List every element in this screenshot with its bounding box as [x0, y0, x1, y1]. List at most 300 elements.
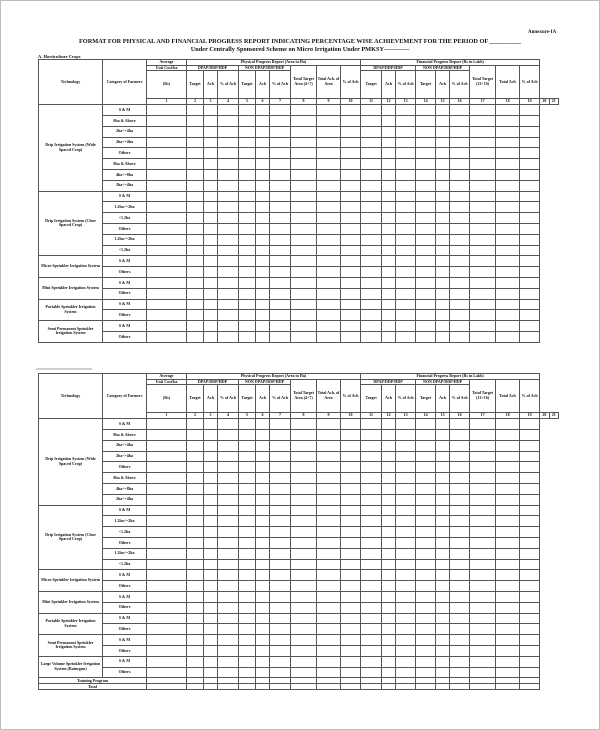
value-cell[interactable] [496, 321, 520, 332]
value-cell[interactable] [520, 684, 540, 690]
value-cell[interactable] [218, 451, 239, 462]
value-cell[interactable] [270, 429, 291, 440]
value-cell[interactable] [470, 245, 496, 256]
value-cell[interactable] [496, 581, 520, 592]
value-cell[interactable] [341, 115, 361, 126]
value-cell[interactable] [382, 105, 396, 116]
value-cell[interactable] [416, 613, 436, 624]
value-cell[interactable] [341, 451, 361, 462]
value-cell[interactable] [291, 516, 317, 527]
value-cell[interactable] [496, 548, 520, 559]
value-cell[interactable] [147, 684, 187, 690]
value-cell[interactable] [204, 570, 218, 581]
value-cell[interactable] [291, 213, 317, 224]
value-cell[interactable] [187, 202, 204, 213]
value-cell[interactable] [396, 202, 416, 213]
value-cell[interactable] [341, 256, 361, 267]
value-cell[interactable] [496, 126, 520, 137]
value-cell[interactable] [396, 667, 416, 678]
value-cell[interactable] [496, 267, 520, 278]
value-cell[interactable] [239, 202, 256, 213]
value-cell[interactable] [317, 473, 341, 484]
value-cell[interactable] [291, 581, 317, 592]
value-cell[interactable] [520, 613, 540, 624]
value-cell[interactable] [270, 245, 291, 256]
value-cell[interactable] [361, 591, 382, 602]
value-cell[interactable] [204, 581, 218, 592]
value-cell[interactable] [382, 277, 396, 288]
value-cell[interactable] [218, 440, 239, 451]
value-cell[interactable] [270, 331, 291, 342]
value-cell[interactable] [256, 451, 270, 462]
value-cell[interactable] [341, 581, 361, 592]
value-cell[interactable] [416, 440, 436, 451]
value-cell[interactable] [396, 180, 416, 191]
value-cell[interactable] [291, 169, 317, 180]
value-cell[interactable] [361, 494, 382, 505]
value-cell[interactable] [470, 105, 496, 116]
value-cell[interactable] [496, 451, 520, 462]
value-cell[interactable] [270, 656, 291, 667]
value-cell[interactable] [218, 483, 239, 494]
value-cell[interactable] [218, 591, 239, 602]
value-cell[interactable] [382, 516, 396, 527]
value-cell[interactable] [496, 277, 520, 288]
value-cell[interactable] [270, 684, 291, 690]
value-cell[interactable] [204, 202, 218, 213]
value-cell[interactable] [147, 310, 187, 321]
value-cell[interactable] [256, 537, 270, 548]
value-cell[interactable] [396, 126, 416, 137]
value-cell[interactable] [416, 180, 436, 191]
value-cell[interactable] [520, 635, 540, 646]
value-cell[interactable] [470, 473, 496, 484]
value-cell[interactable] [147, 213, 187, 224]
value-cell[interactable] [317, 462, 341, 473]
value-cell[interactable] [436, 105, 450, 116]
value-cell[interactable] [218, 202, 239, 213]
value-cell[interactable] [396, 267, 416, 278]
value-cell[interactable] [382, 310, 396, 321]
value-cell[interactable] [470, 234, 496, 245]
value-cell[interactable] [496, 429, 520, 440]
value-cell[interactable] [256, 159, 270, 170]
value-cell[interactable] [361, 159, 382, 170]
value-cell[interactable] [496, 635, 520, 646]
value-cell[interactable] [496, 602, 520, 613]
value-cell[interactable] [470, 483, 496, 494]
value-cell[interactable] [317, 570, 341, 581]
value-cell[interactable] [361, 570, 382, 581]
value-cell[interactable] [416, 494, 436, 505]
value-cell[interactable] [450, 137, 470, 148]
value-cell[interactable] [382, 267, 396, 278]
value-cell[interactable] [520, 624, 540, 635]
value-cell[interactable] [470, 548, 496, 559]
value-cell[interactable] [270, 473, 291, 484]
value-cell[interactable] [470, 570, 496, 581]
value-cell[interactable] [256, 624, 270, 635]
value-cell[interactable] [520, 483, 540, 494]
value-cell[interactable] [317, 234, 341, 245]
value-cell[interactable] [291, 180, 317, 191]
value-cell[interactable] [450, 548, 470, 559]
value-cell[interactable] [256, 202, 270, 213]
value-cell[interactable] [147, 169, 187, 180]
value-cell[interactable] [436, 169, 450, 180]
value-cell[interactable] [187, 245, 204, 256]
value-cell[interactable] [218, 137, 239, 148]
value-cell[interactable] [270, 310, 291, 321]
value-cell[interactable] [317, 223, 341, 234]
value-cell[interactable] [147, 494, 187, 505]
value-cell[interactable] [239, 537, 256, 548]
value-cell[interactable] [291, 494, 317, 505]
value-cell[interactable] [291, 570, 317, 581]
value-cell[interactable] [436, 159, 450, 170]
value-cell[interactable] [361, 516, 382, 527]
value-cell[interactable] [520, 527, 540, 538]
value-cell[interactable] [470, 559, 496, 570]
value-cell[interactable] [256, 137, 270, 148]
value-cell[interactable] [239, 505, 256, 516]
value-cell[interactable] [291, 440, 317, 451]
value-cell[interactable] [187, 684, 204, 690]
value-cell[interactable] [520, 581, 540, 592]
value-cell[interactable] [496, 213, 520, 224]
value-cell[interactable] [520, 137, 540, 148]
value-cell[interactable] [204, 288, 218, 299]
value-cell[interactable] [496, 105, 520, 116]
value-cell[interactable] [470, 527, 496, 538]
value-cell[interactable] [341, 202, 361, 213]
value-cell[interactable] [218, 537, 239, 548]
value-cell[interactable] [450, 624, 470, 635]
value-cell[interactable] [147, 527, 187, 538]
value-cell[interactable] [416, 559, 436, 570]
value-cell[interactable] [317, 126, 341, 137]
value-cell[interactable] [396, 473, 416, 484]
value-cell[interactable] [520, 440, 540, 451]
value-cell[interactable] [436, 494, 450, 505]
value-cell[interactable] [520, 516, 540, 527]
value-cell[interactable] [256, 115, 270, 126]
value-cell[interactable] [218, 245, 239, 256]
value-cell[interactable] [361, 451, 382, 462]
value-cell[interactable] [187, 635, 204, 646]
value-cell[interactable] [218, 613, 239, 624]
value-cell[interactable] [270, 527, 291, 538]
value-cell[interactable] [341, 473, 361, 484]
value-cell[interactable] [396, 645, 416, 656]
value-cell[interactable] [520, 234, 540, 245]
value-cell[interactable] [147, 234, 187, 245]
value-cell[interactable] [317, 527, 341, 538]
value-cell[interactable] [436, 419, 450, 430]
value-cell[interactable] [496, 559, 520, 570]
value-cell[interactable] [382, 115, 396, 126]
value-cell[interactable] [218, 310, 239, 321]
value-cell[interactable] [496, 223, 520, 234]
value-cell[interactable] [218, 159, 239, 170]
value-cell[interactable] [187, 537, 204, 548]
value-cell[interactable] [291, 624, 317, 635]
value-cell[interactable] [317, 505, 341, 516]
value-cell[interactable] [187, 169, 204, 180]
value-cell[interactable] [382, 159, 396, 170]
value-cell[interactable] [496, 613, 520, 624]
value-cell[interactable] [396, 635, 416, 646]
value-cell[interactable] [204, 115, 218, 126]
value-cell[interactable] [256, 591, 270, 602]
value-cell[interactable] [416, 602, 436, 613]
value-cell[interactable] [496, 505, 520, 516]
value-cell[interactable] [382, 645, 396, 656]
value-cell[interactable] [218, 581, 239, 592]
value-cell[interactable] [341, 213, 361, 224]
value-cell[interactable] [520, 494, 540, 505]
value-cell[interactable] [450, 684, 470, 690]
value-cell[interactable] [341, 505, 361, 516]
value-cell[interactable] [520, 473, 540, 484]
value-cell[interactable] [270, 440, 291, 451]
value-cell[interactable] [382, 537, 396, 548]
value-cell[interactable] [147, 202, 187, 213]
value-cell[interactable] [147, 613, 187, 624]
value-cell[interactable] [256, 419, 270, 430]
value-cell[interactable] [218, 527, 239, 538]
value-cell[interactable] [317, 288, 341, 299]
value-cell[interactable] [396, 684, 416, 690]
value-cell[interactable] [396, 548, 416, 559]
value-cell[interactable] [470, 256, 496, 267]
value-cell[interactable] [218, 321, 239, 332]
value-cell[interactable] [361, 613, 382, 624]
value-cell[interactable] [470, 202, 496, 213]
value-cell[interactable] [256, 505, 270, 516]
value-cell[interactable] [396, 537, 416, 548]
value-cell[interactable] [317, 684, 341, 690]
value-cell[interactable] [218, 645, 239, 656]
value-cell[interactable] [317, 494, 341, 505]
value-cell[interactable] [317, 277, 341, 288]
value-cell[interactable] [239, 180, 256, 191]
value-cell[interactable] [361, 169, 382, 180]
value-cell[interactable] [204, 148, 218, 159]
value-cell[interactable] [218, 288, 239, 299]
value-cell[interactable] [218, 299, 239, 310]
value-cell[interactable] [291, 310, 317, 321]
value-cell[interactable] [204, 667, 218, 678]
value-cell[interactable] [436, 645, 450, 656]
value-cell[interactable] [317, 429, 341, 440]
value-cell[interactable] [416, 321, 436, 332]
value-cell[interactable] [291, 419, 317, 430]
value-cell[interactable] [218, 267, 239, 278]
value-cell[interactable] [147, 126, 187, 137]
value-cell[interactable] [291, 645, 317, 656]
value-cell[interactable] [382, 245, 396, 256]
value-cell[interactable] [450, 267, 470, 278]
value-cell[interactable] [436, 202, 450, 213]
value-cell[interactable] [341, 613, 361, 624]
value-cell[interactable] [204, 159, 218, 170]
value-cell[interactable] [256, 559, 270, 570]
value-cell[interactable] [204, 277, 218, 288]
value-cell[interactable] [341, 429, 361, 440]
value-cell[interactable] [450, 169, 470, 180]
value-cell[interactable] [436, 321, 450, 332]
value-cell[interactable] [396, 234, 416, 245]
value-cell[interactable] [239, 602, 256, 613]
value-cell[interactable] [396, 159, 416, 170]
value-cell[interactable] [416, 169, 436, 180]
value-cell[interactable] [239, 159, 256, 170]
value-cell[interactable] [520, 191, 540, 202]
value-cell[interactable] [256, 667, 270, 678]
value-cell[interactable] [291, 635, 317, 646]
value-cell[interactable] [382, 419, 396, 430]
value-cell[interactable] [361, 115, 382, 126]
value-cell[interactable] [187, 527, 204, 538]
value-cell[interactable] [496, 202, 520, 213]
value-cell[interactable] [187, 419, 204, 430]
value-cell[interactable] [361, 667, 382, 678]
value-cell[interactable] [436, 613, 450, 624]
value-cell[interactable] [317, 148, 341, 159]
value-cell[interactable] [187, 494, 204, 505]
value-cell[interactable] [450, 581, 470, 592]
value-cell[interactable] [291, 159, 317, 170]
value-cell[interactable] [396, 321, 416, 332]
value-cell[interactable] [470, 115, 496, 126]
value-cell[interactable] [218, 223, 239, 234]
value-cell[interactable] [396, 451, 416, 462]
value-cell[interactable] [239, 591, 256, 602]
value-cell[interactable] [256, 527, 270, 538]
value-cell[interactable] [470, 635, 496, 646]
value-cell[interactable] [341, 548, 361, 559]
value-cell[interactable] [239, 277, 256, 288]
value-cell[interactable] [256, 213, 270, 224]
value-cell[interactable] [496, 169, 520, 180]
value-cell[interactable] [187, 213, 204, 224]
value-cell[interactable] [317, 667, 341, 678]
value-cell[interactable] [147, 115, 187, 126]
value-cell[interactable] [436, 234, 450, 245]
value-cell[interactable] [341, 602, 361, 613]
value-cell[interactable] [416, 656, 436, 667]
value-cell[interactable] [396, 581, 416, 592]
value-cell[interactable] [239, 656, 256, 667]
value-cell[interactable] [496, 645, 520, 656]
value-cell[interactable] [416, 234, 436, 245]
value-cell[interactable] [317, 169, 341, 180]
value-cell[interactable] [256, 473, 270, 484]
value-cell[interactable] [187, 462, 204, 473]
value-cell[interactable] [270, 126, 291, 137]
value-cell[interactable] [187, 299, 204, 310]
value-cell[interactable] [396, 656, 416, 667]
value-cell[interactable] [436, 635, 450, 646]
value-cell[interactable] [341, 494, 361, 505]
value-cell[interactable] [270, 321, 291, 332]
value-cell[interactable] [204, 602, 218, 613]
value-cell[interactable] [361, 419, 382, 430]
value-cell[interactable] [470, 645, 496, 656]
value-cell[interactable] [317, 645, 341, 656]
value-cell[interactable] [291, 105, 317, 116]
value-cell[interactable] [450, 310, 470, 321]
value-cell[interactable] [204, 256, 218, 267]
value-cell[interactable] [147, 591, 187, 602]
value-cell[interactable] [239, 581, 256, 592]
value-cell[interactable] [341, 419, 361, 430]
value-cell[interactable] [187, 624, 204, 635]
value-cell[interactable] [416, 505, 436, 516]
value-cell[interactable] [361, 656, 382, 667]
value-cell[interactable] [204, 473, 218, 484]
value-cell[interactable] [317, 256, 341, 267]
value-cell[interactable] [187, 256, 204, 267]
value-cell[interactable] [520, 419, 540, 430]
value-cell[interactable] [256, 635, 270, 646]
value-cell[interactable] [147, 570, 187, 581]
value-cell[interactable] [270, 223, 291, 234]
value-cell[interactable] [450, 602, 470, 613]
value-cell[interactable] [520, 462, 540, 473]
value-cell[interactable] [218, 548, 239, 559]
value-cell[interactable] [239, 559, 256, 570]
value-cell[interactable] [361, 277, 382, 288]
value-cell[interactable] [416, 473, 436, 484]
value-cell[interactable] [218, 429, 239, 440]
value-cell[interactable] [470, 137, 496, 148]
value-cell[interactable] [291, 267, 317, 278]
value-cell[interactable] [520, 288, 540, 299]
value-cell[interactable] [291, 299, 317, 310]
value-cell[interactable] [270, 159, 291, 170]
value-cell[interactable] [361, 299, 382, 310]
value-cell[interactable] [187, 559, 204, 570]
value-cell[interactable] [436, 277, 450, 288]
value-cell[interactable] [239, 429, 256, 440]
value-cell[interactable] [436, 223, 450, 234]
value-cell[interactable] [317, 202, 341, 213]
value-cell[interactable] [520, 169, 540, 180]
value-cell[interactable] [450, 559, 470, 570]
value-cell[interactable] [270, 602, 291, 613]
value-cell[interactable] [382, 483, 396, 494]
value-cell[interactable] [147, 159, 187, 170]
value-cell[interactable] [450, 331, 470, 342]
value-cell[interactable] [187, 591, 204, 602]
value-cell[interactable] [470, 516, 496, 527]
value-cell[interactable] [239, 191, 256, 202]
value-cell[interactable] [520, 213, 540, 224]
value-cell[interactable] [382, 180, 396, 191]
value-cell[interactable] [239, 299, 256, 310]
value-cell[interactable] [204, 105, 218, 116]
value-cell[interactable] [396, 277, 416, 288]
value-cell[interactable] [450, 223, 470, 234]
value-cell[interactable] [361, 321, 382, 332]
value-cell[interactable] [239, 169, 256, 180]
value-cell[interactable] [239, 462, 256, 473]
value-cell[interactable] [256, 613, 270, 624]
value-cell[interactable] [436, 440, 450, 451]
value-cell[interactable] [270, 613, 291, 624]
